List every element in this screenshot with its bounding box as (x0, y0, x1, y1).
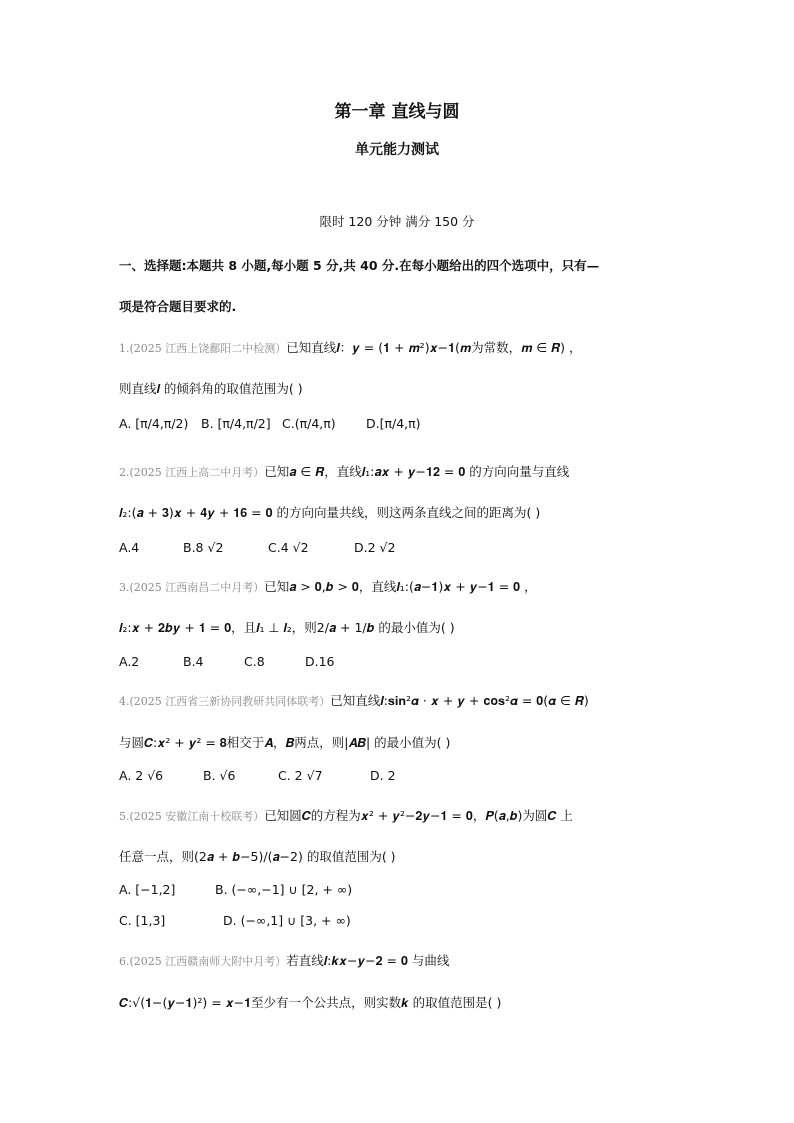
question-source: (2025 江西赣南师大附中月考） (129, 955, 287, 968)
question-3-line1 (119, 577, 537, 595)
question-6-line1 (119, 951, 449, 969)
question-text: 已知直线𝒍:𝐬𝐢𝐧²𝜶 ⋅ 𝒙 + 𝒚 + 𝐜𝐨𝐬²𝜶 = 𝟎(𝜶 ∈ 𝑹) (330, 693, 589, 708)
question-source: (2025 江西上饶鄱阳二中检测） (129, 342, 287, 355)
question-4-line2: 与圆𝑪:𝒙² + 𝒚² = 𝟖相交于𝑨，𝑩两点，则|𝑨𝑩| 的最小值为( ) (119, 735, 451, 750)
chapter-title: 第一章 直线与圆 (334, 102, 460, 122)
time-limit: 限时 120 分钟 满分 150 分 (319, 214, 475, 229)
question-text: 已知圆𝑪的方程为𝒙² + 𝒚²−𝟐𝒚−𝟏 = 𝟎，𝑷(𝒂,𝒃)为圆𝑪 上 (264, 808, 573, 823)
question-1-option-d: D.[π/4,π) (366, 416, 421, 431)
question-1-option-b: B. [π/4,π/2] (201, 416, 271, 431)
question-6-line2: 𝑪:√(𝟏−(𝒚−𝟏)²) = 𝒙−𝟏至少有一个公共点，则实数𝒌 的取值范围是( ) (119, 995, 502, 1010)
question-2-option-b: B.8 √2 (183, 540, 224, 555)
question-number: 5. (119, 810, 130, 823)
question-number: 6. (119, 955, 130, 968)
question-3-option-b: B.4 (183, 654, 204, 669)
question-5-line2: 任意一点，则(2𝒂 + 𝒃−5)/(𝒂−2) 的取值范围为( ) (119, 849, 396, 864)
question-3-option-d: D.16 (305, 654, 335, 669)
question-2-option-a: A.4 (119, 540, 140, 555)
question-5-option-d: D. (−∞,1] ∪ [3, + ∞) (223, 913, 351, 928)
question-source: (2025 江西上高二中月考） (129, 466, 265, 479)
section-heading-line1: 一、选择题:本题共 8 小题,每小题 5 分,共 40 分.在每小题给出的四个选项中，只有— (119, 258, 600, 273)
question-source: (2025 江西省三新协同教研共同体联考） (129, 695, 331, 708)
question-text: 若直线𝒍:𝒌𝒙−𝒚−𝟐 = 𝟎 与曲线 (286, 953, 450, 968)
question-number: 4. (119, 695, 130, 708)
question-4-option-c: C. 2 √7 (278, 768, 323, 783)
question-1-line1 (119, 338, 581, 356)
question-2-option-d: D.2 √2 (354, 540, 396, 555)
unit-test-subtitle: 单元能力测试 (355, 142, 439, 158)
question-4-line1 (119, 691, 589, 709)
question-source: (2025 安徽江南十校联考） (129, 810, 265, 823)
question-text: 已知𝒂 > 𝟎,𝒃 > 𝟎，直线𝒍₁:(𝒂−𝟏)𝒙 + 𝒚−𝟏 = 𝟎 ， (264, 579, 537, 594)
question-1-line2: 则直线𝒍 的倾斜角的取值范围为( ) (119, 381, 303, 396)
question-5-line1 (119, 806, 573, 824)
section-heading-line2: 项是符合题目要求的. (119, 299, 237, 314)
question-1-option-a: A. [π/4,π/2) (119, 416, 189, 431)
question-4-option-d: D. 2 (370, 768, 396, 783)
question-2-line1 (119, 462, 569, 480)
question-3-option-a: A.2 (119, 654, 140, 669)
question-2-line2: 𝒍₂:(𝒂 + 𝟑)𝒙 + 𝟒𝒚 + 𝟏𝟔 = 𝟎 的方向向量共线，则这两条直线之间的距离为( ) (119, 505, 541, 520)
question-1-option-c: C.(π/4,π) (282, 416, 336, 431)
question-5-option-a: A. [−1,2] (119, 882, 176, 897)
question-3-option-c: C.8 (244, 654, 265, 669)
question-3-line2: 𝒍₂:𝒙 + 𝟐𝒃𝒚 + 𝟏 = 𝟎，且𝒍₁ ⊥ 𝒍₂，则2/𝒂 + 1/𝒃 的最小值为( ) (119, 620, 455, 635)
question-5-option-b: B. (−∞,−1] ∪ [2, + ∞) (215, 882, 353, 897)
question-number: 1. (119, 342, 130, 355)
question-4-option-b: B. √6 (203, 768, 236, 783)
question-2-option-c: C.4 √2 (268, 540, 309, 555)
question-source: (2025 江西南昌二中月考） (129, 581, 265, 594)
question-text: 已知𝒂 ∈ 𝑹，直线𝒍₁:𝒂𝒙 + 𝒚−𝟏𝟐 = 𝟎 的方向向量与直线 (264, 464, 570, 479)
question-5-option-c: C. [1,3] (119, 913, 166, 928)
question-number: 2. (119, 466, 130, 479)
question-text: 已知直线𝒍：𝒚 = (𝟏 + 𝒎²)𝒙−𝟏(𝒎为常数，𝒎 ∈ 𝑹) ， (286, 340, 582, 355)
question-4-option-a: A. 2 √6 (119, 768, 164, 783)
question-number: 3. (119, 581, 130, 594)
